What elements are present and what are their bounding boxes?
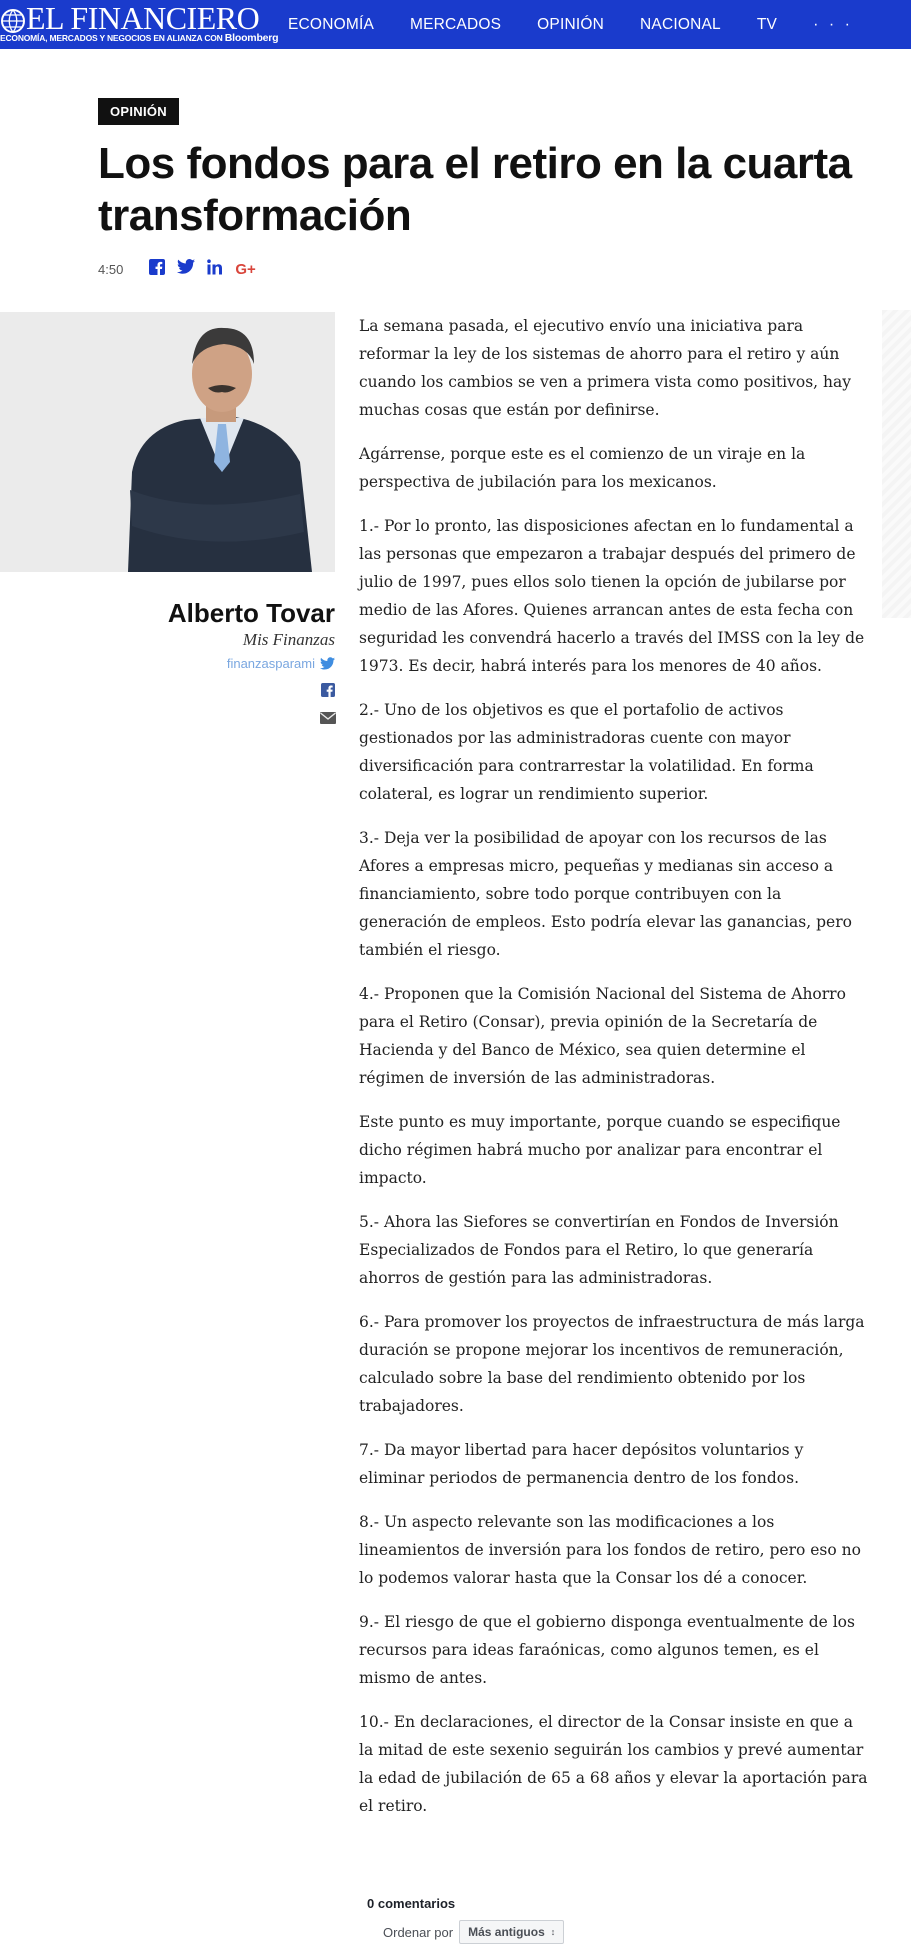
article-paragraph: 6.- Para promover los proyectos de infraestructura de más larga duración se propone mejorar los incentivos de remuneración, calculado sobre la base del rendimiento obtenido por los trabajadores. (359, 1313, 865, 1415)
facebook-icon[interactable] (149, 259, 165, 280)
article-meta (98, 258, 268, 280)
twitter-icon (320, 657, 335, 670)
author-name[interactable]: Alberto Tovar (167, 598, 335, 628)
comments-sort (383, 1920, 564, 1944)
share-bar (149, 259, 267, 280)
comments-count: 0 comentarios (367, 1896, 456, 1911)
article-paragraph: 9.- El riesgo de que el gobierno disponga eventualmente de los recursos para ideas faraónicas, como algunos temen, es el mismo de antes. (359, 1613, 855, 1687)
nav-item-economia[interactable]: ECONOMÍA (288, 15, 374, 33)
updown-arrow-icon: ↕ (550, 1927, 556, 1937)
sort-label: Ordenar por (383, 1924, 454, 1940)
author-twitter-handle: finanzasparami (226, 656, 315, 671)
article-body (359, 312, 869, 1836)
article-paragraph: 5.- Ahora las Siefores se convertirían en Fondos de Inversión Especializados de Fondos para el Retiro, lo que generaría ahorros de gestión para las administradoras. (359, 1213, 839, 1287)
logo-partner: Bloomberg (224, 32, 279, 44)
side-ad-placeholder (882, 310, 911, 618)
author-column: Mis Finanzas (242, 630, 335, 649)
linkedin-icon[interactable] (207, 259, 223, 280)
article-paragraph: 3.- Deja ver la posibilidad de apoyar con los recursos de las Afores a empresas micro, pequeñas y medianas sin acceso a financiamiento, sobre todo porque contribuyen con la generación de empleos. Esto podría elevar las ganancias, pero también el riesgo. (359, 829, 852, 959)
article-title: Los fondos para el retiro en la cuarta transformación (98, 139, 852, 240)
article-paragraph: 7.- Da mayor libertad para hacer depósitos voluntarios y eliminar periodos de permanencia dentro de los fondos. (359, 1441, 804, 1487)
article-paragraph: Este punto es muy importante, porque cuando se especifique dicho régimen habrá mucho por analizar para encontrar el impacto. (359, 1113, 841, 1187)
article-paragraph: 2.- Uno de los objetivos es que el portafolio de activos gestionados por las administradoras cuente con mayor diversificación para contrarrestar la volatilidad. En forma colateral, es lograr un rendimiento superior. (359, 701, 814, 803)
nav-item-mercados[interactable]: MERCADOS (410, 15, 502, 33)
nav-item-tv[interactable]: TV (756, 15, 778, 33)
publish-time: 4:50 (98, 261, 124, 277)
site-logo[interactable] (0, 0, 279, 46)
author-twitter-link[interactable] (227, 656, 335, 671)
main-nav (288, 0, 889, 49)
globe-icon (0, 8, 26, 34)
author-photo (0, 312, 335, 572)
article-paragraph: 1.- Por lo pronto, las disposiciones afectan en lo fundamental a las personas que empezaron a trabajar después del primero de julio de 1997, pues ellos solo tienen la opción de jubilarse por medio de las Afores. Quienes arrancan antes de esta fecha con seguridad les convendrá hacerlo a través del IMSS con la ley de 1973. Es decir, habrá interés para los menores de 40 años. (359, 517, 865, 675)
sort-value: Más antiguos (468, 1925, 545, 1939)
article-paragraph: 4.- Proponen que la Comisión Nacional del Sistema de Ahorro para el Retiro (Consar), previa opinión de la Secretaría de Hacienda y del Banco de México, sea quien determine el régimen de inversión de las administradoras. (359, 985, 846, 1087)
section-badge[interactable]: OPINIÓN (98, 98, 179, 125)
sort-select[interactable] (459, 1920, 564, 1944)
nav-more-button[interactable]: · · · (813, 15, 853, 33)
logo-tagline (0, 32, 278, 44)
author-facebook-icon[interactable] (321, 683, 335, 702)
top-navigation-bar (0, 0, 911, 49)
nav-item-opinion[interactable]: OPINIÓN (537, 15, 605, 33)
article-paragraph: La semana pasada, el ejecutivo envío una iniciativa para reformar la ley de los sistemas de ahorro para el retiro y aún cuando los cambios se ven a primera vista como positivos, hay muchas cosas que están por definirse. (359, 317, 852, 419)
author-mail-icon[interactable] (320, 711, 336, 729)
twitter-icon[interactable] (177, 259, 195, 279)
nav-item-nacional[interactable]: NACIONAL (640, 15, 721, 33)
logo-tagline-text: ECONOMÍA, MERCADOS Y NEGOCIOS EN ALIANZA CON (0, 33, 223, 43)
article-paragraph: Agárrense, porque este es el comienzo de un viraje en la perspectiva de jubilación para los mexicanos. (359, 445, 806, 491)
article-paragraph: 8.- Un aspecto relevante son las modificaciones a los lineamientos de inversión para los fondos de retiro, pero eso no lo podemos valorar hasta que la Consar los dé a conocer. (359, 1513, 861, 1587)
article-paragraph: 10.- En declaraciones, el director de la Consar insiste en que a la mitad de este sexenio seguirán los cambios y prevé aumentar la edad de jubilación de 65 a 68 años y elevar la aportación para el retiro. (359, 1713, 868, 1815)
google-plus-icon[interactable]: G+ (235, 260, 256, 278)
logo-title: EL FINANCIERO (26, 0, 260, 36)
